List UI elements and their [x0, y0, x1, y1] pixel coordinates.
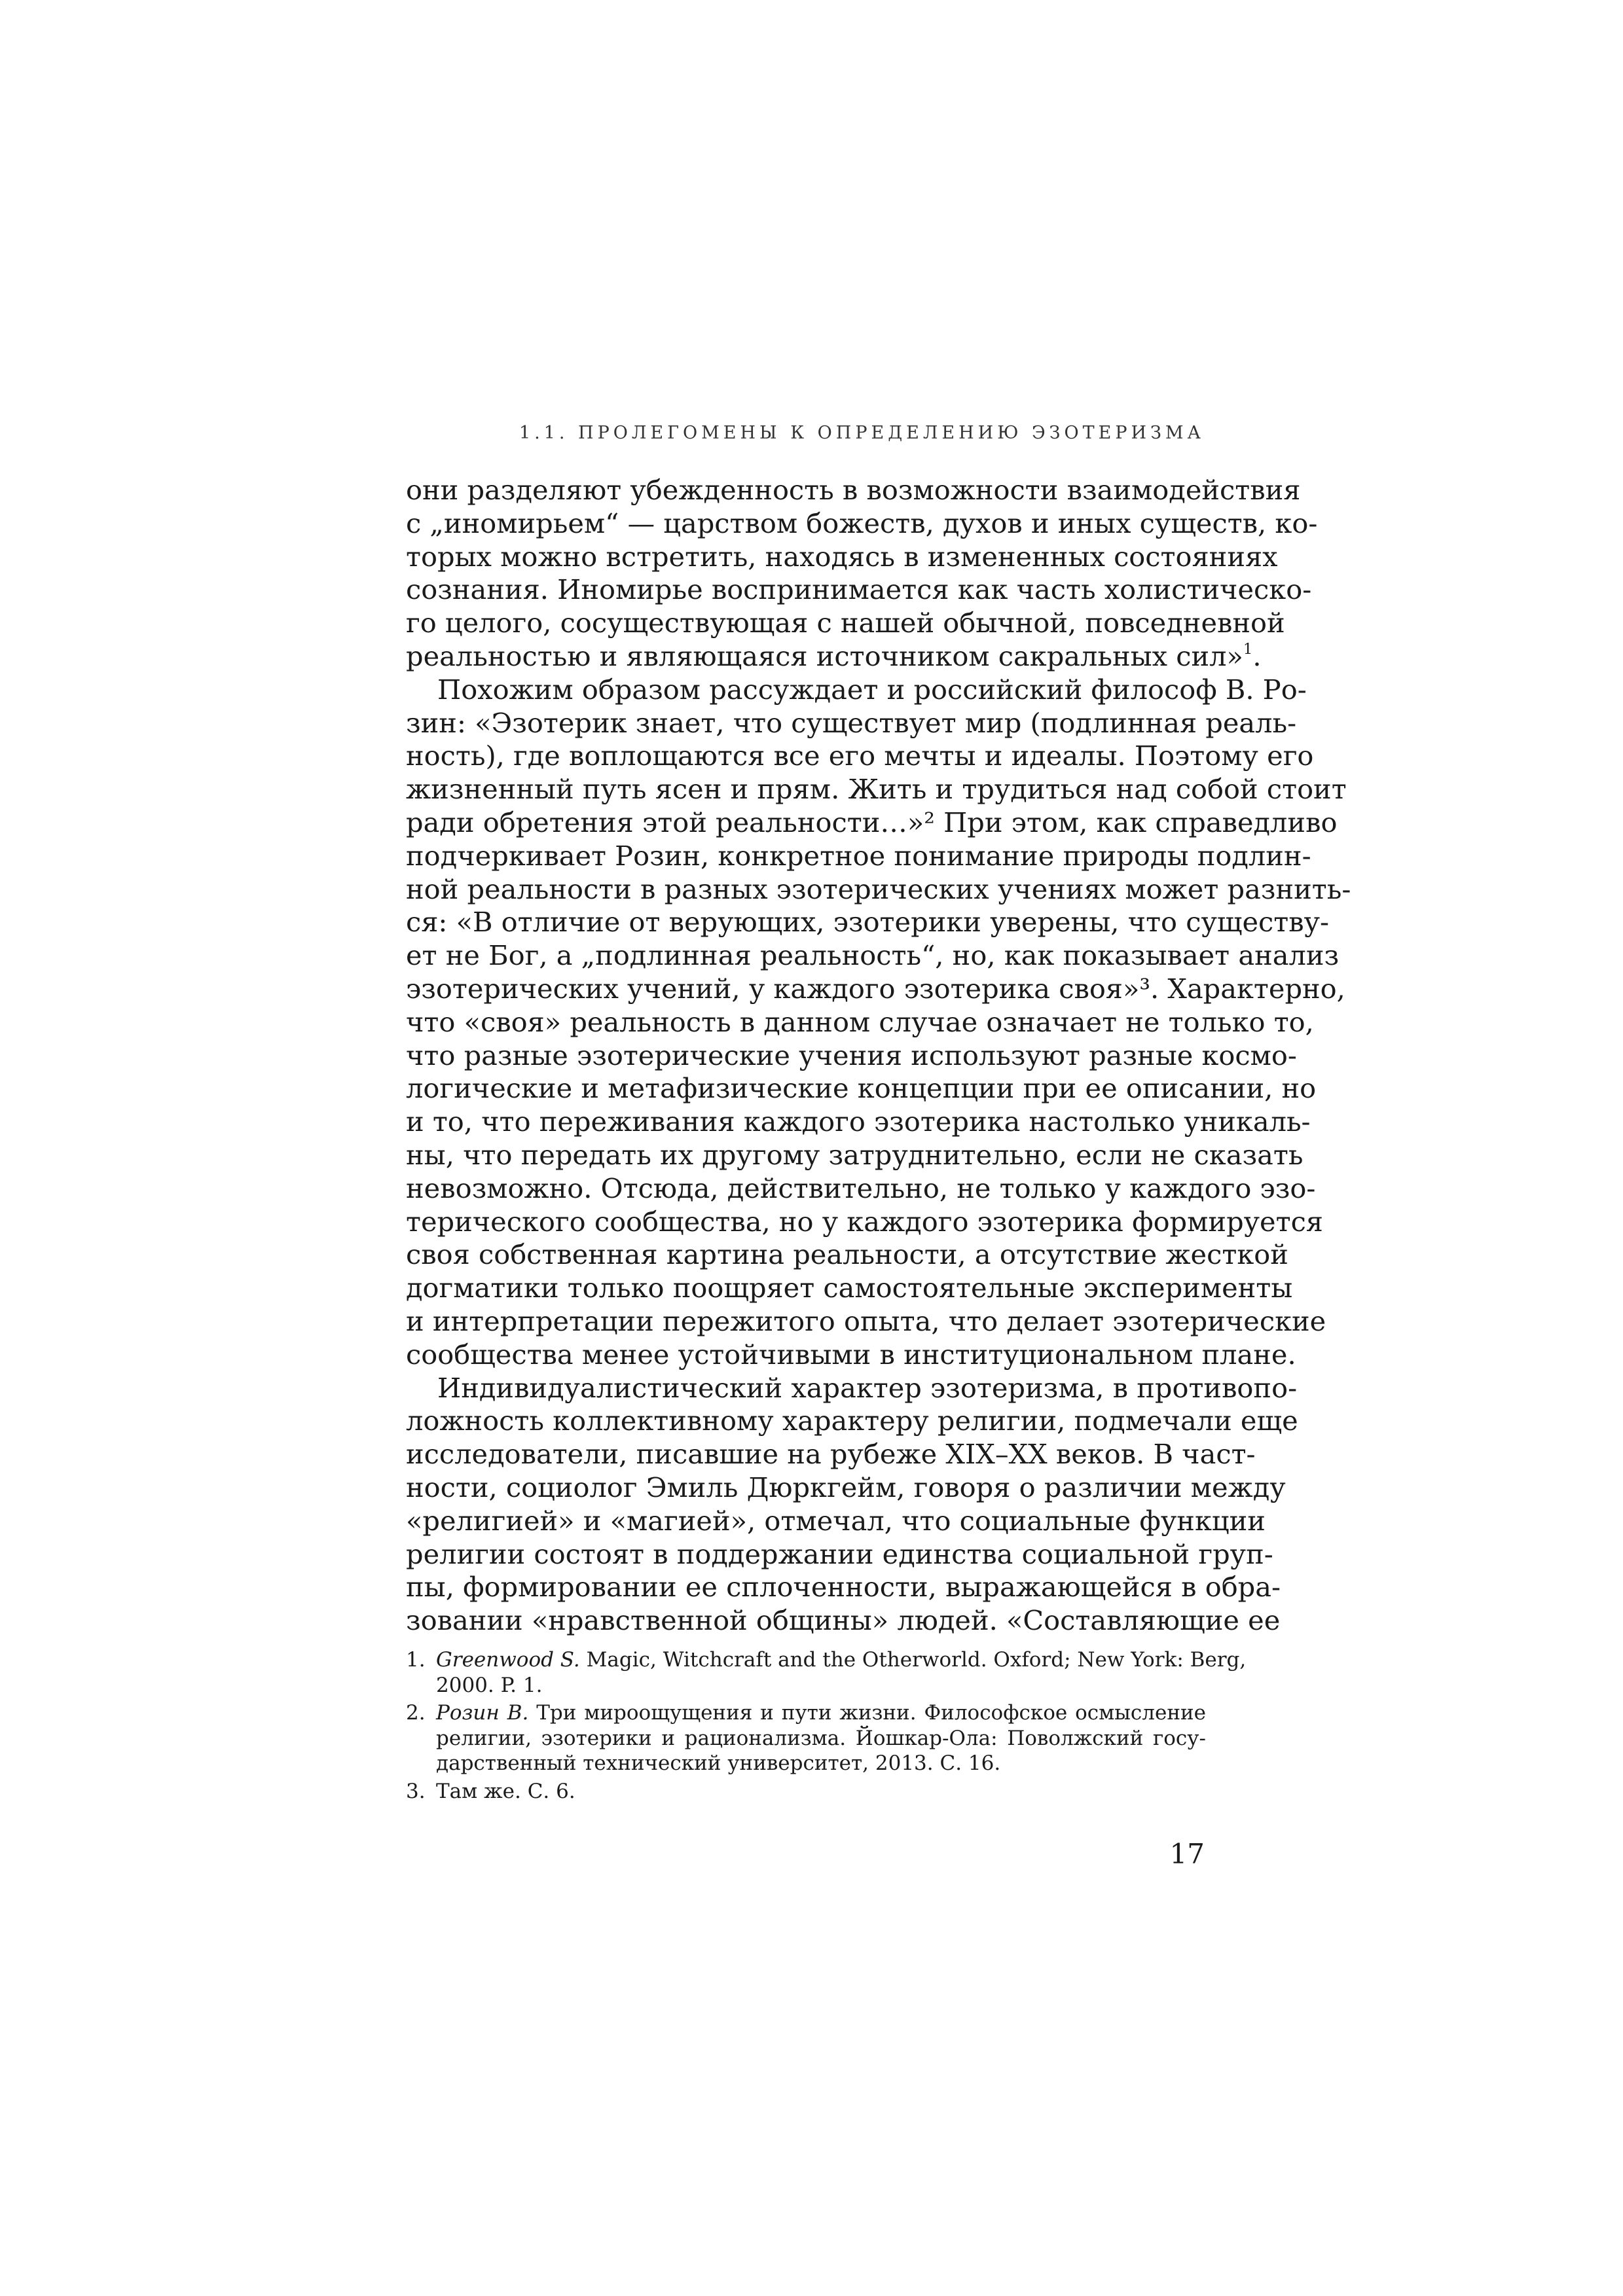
footnote-author: Greenwood S. [436, 1648, 580, 1672]
text-line: догматики только поощряет самостоятельные эксперименты [406, 1272, 1293, 1304]
footnote-line [436, 1700, 1206, 1726]
footnotes [406, 1647, 1247, 1806]
footnote-number: 2. [406, 1701, 426, 1725]
text-line: и то, что переживания каждого эзотерика настолько уникаль- [406, 1105, 1311, 1138]
text-line: ной реальности в разных эзотерических учениях может разнить- [406, 872, 1351, 905]
text-line: что «своя» реальность в данном случае означает не только то, [406, 1005, 1314, 1038]
text-line: терического сообщества, но у каждого эзотерика формируется [406, 1205, 1323, 1238]
footnote-number: 1. [406, 1648, 426, 1672]
text-line: Индивидуалистический характер эзотеризма, в противопо- [437, 1371, 1298, 1404]
text-line: сообщества менее устойчивыми в институциональном плане. [406, 1338, 1296, 1371]
sentence-end: . [1252, 639, 1262, 672]
text-line: ности, социолог Эмиль Дюркгейм, говоря о различии между [406, 1471, 1286, 1503]
footnote-item [406, 1647, 1247, 1698]
footnote-item [406, 1779, 1206, 1804]
footnote-line: религии, эзотерики и рационализма. Йошкар-Ола: Поволжский госу- [436, 1726, 1206, 1750]
text-line: с „иномирьем“ — царством божеств, духов и иных существ, ко- [406, 507, 1318, 539]
text-line: ны, что передать их другому затруднительно, если не сказать [406, 1138, 1304, 1171]
text-line: исследователи, писавшие на рубеже XIX–XX веков. В част- [406, 1438, 1256, 1471]
text-line: «религией» и «магией», отмечал, что социальные функции [406, 1504, 1266, 1537]
footnote-line [436, 1647, 1247, 1673]
text-line: ложность коллективному характеру религии, подмечали еще [406, 1405, 1298, 1437]
text-line: ся: «В отличие от верующих, эзотерики уверены, что существу- [406, 906, 1330, 939]
text-line: подчеркивает Розин, конкретное понимание природы подлин- [406, 839, 1311, 872]
footnote-text: Три мироощущения и пути жизни. Философское осмысление [528, 1701, 1206, 1725]
text-line: торых можно встретить, находясь в измененных состояниях [406, 540, 1278, 573]
text-line: ради обретения этой реальности…»² При этом, как справедливо [406, 806, 1338, 838]
text-line: пы, формировании ее сплоченности, выражающейся в обра- [406, 1571, 1281, 1604]
page-number: 17 [1169, 1838, 1205, 1870]
text-line: что разные эзотерические учения используют разные космо- [406, 1039, 1297, 1071]
text-line: ет не Бог, а „подлинная реальность“, но, как показывает анализ [406, 939, 1340, 972]
text-line: реальностью и являющаяся источником сакральных сил»$^1$. [406, 639, 1262, 672]
footnote-number: 3. [406, 1779, 426, 1803]
text-line: Похожим образом рассуждает и российский философ В. Ро- [437, 673, 1307, 706]
text-line: ность), где воплощаются все его мечты и идеалы. Поэтому его [406, 740, 1314, 772]
footnote-author: Розин В. [436, 1701, 529, 1725]
text-line: и интерпретации пережитого опыта, что делает эзотерические [406, 1304, 1326, 1337]
paragraph [406, 474, 1318, 673]
text-line: зин: «Эзотерик знает, что существует мир (подлинная реаль- [406, 706, 1297, 739]
footnote-line: 2000. P. 1. [436, 1673, 543, 1697]
text-line: религии состоят в поддержании единства социальной груп- [406, 1537, 1273, 1570]
paragraph [406, 1371, 1298, 1638]
text-line: невозможно. Отсюда, действительно, не только у каждого эзо- [406, 1172, 1316, 1204]
text-line: эзотерических учений, у каждого эзотерика своя»³. Характерно, [406, 972, 1345, 1005]
main-text [406, 474, 1351, 1638]
footnote-text: Magic, Witchcraft and the Otherworld. Oxford; New York: Berg, [579, 1648, 1247, 1672]
text-line: го целого, сосуществующая с нашей обычной, повседневной [406, 607, 1285, 639]
text-line: логические и метафизические концепции при ее описании, но [406, 1072, 1317, 1105]
paragraph [406, 673, 1351, 1372]
text-line: зовании «нравственной общины» людей. «Составляющие ее [406, 1604, 1281, 1637]
footnote-line: дарственный технический университет, 2013. С. 16. [436, 1751, 1001, 1775]
text-line: жизненный путь ясен и прям. Жить и трудиться над собой стоит [406, 773, 1347, 806]
footnote-line: Там же. С. 6. [436, 1779, 575, 1803]
running-head: 1.1. ПРОЛЕГОМЕНЫ К ОПРЕДЕЛЕНИЮ ЭЗОТЕРИЗМА [519, 423, 1205, 443]
text-line: своя собственная картина реальности, а отсутствие жесткой [406, 1238, 1288, 1271]
text-line: сознания. Иномирье воспринимается как часть холистическо- [406, 573, 1312, 606]
footnote-item [406, 1700, 1206, 1776]
footnote-ref: 1 [1243, 640, 1253, 658]
text-line: они разделяют убежденность в возможности взаимодействия [406, 474, 1301, 506]
